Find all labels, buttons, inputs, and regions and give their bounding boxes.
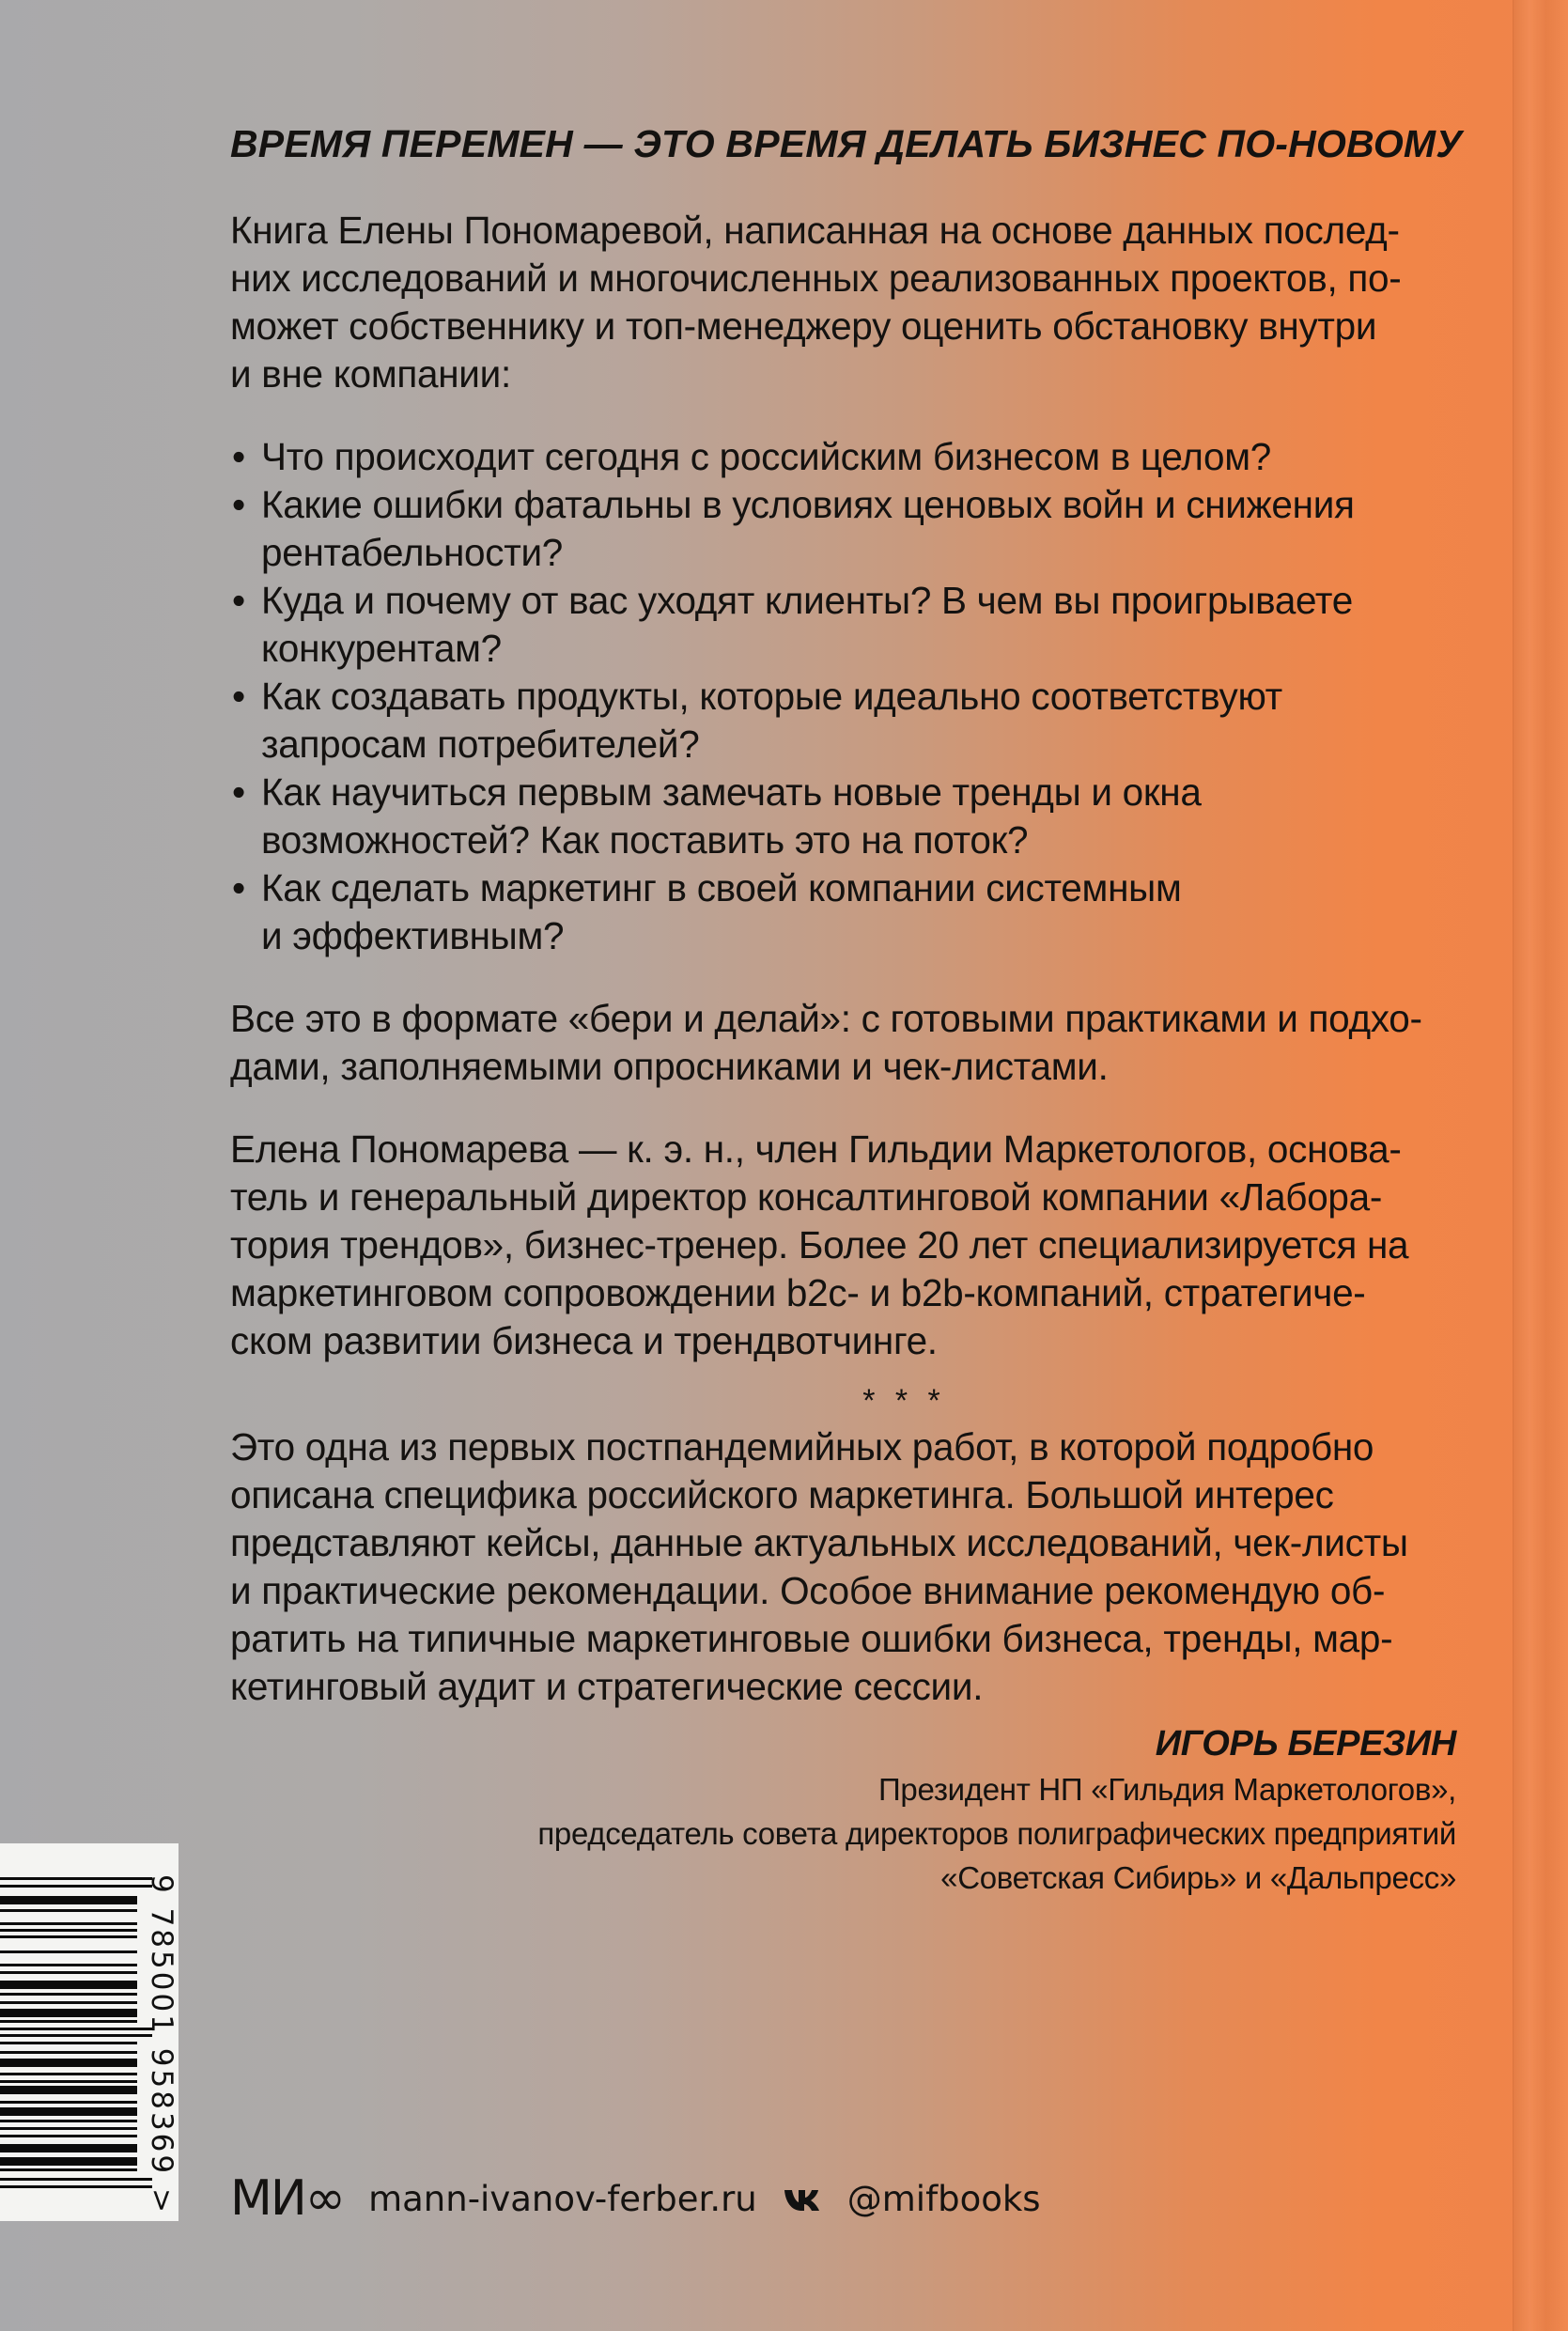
question-line: и эффективным? bbox=[261, 914, 565, 957]
bullet-icon: • bbox=[232, 435, 245, 478]
endorser-title bbox=[230, 1767, 1456, 1900]
bullet-icon: • bbox=[232, 675, 245, 718]
publisher-logo: МИ∞ bbox=[230, 2170, 345, 2227]
intro-paragraph bbox=[230, 207, 1456, 398]
endorser-title-line: председатель совета директоров полиграфических предприятий bbox=[537, 1816, 1456, 1851]
publisher-website: mann-ivanov-ferber.ru bbox=[368, 2178, 757, 2219]
format-paragraph bbox=[230, 995, 1456, 1091]
question-item bbox=[230, 673, 1456, 769]
question-item bbox=[230, 577, 1456, 673]
bio-line: Елена Пономарева — к. э. н., член Гильдии Маркетологов, основа- bbox=[230, 1127, 1402, 1171]
intro-line: Книга Елены Пономаревой, написанная на основе данных послед- bbox=[230, 209, 1400, 252]
format-line: дами, заполняемыми опросниками и чек-листами. bbox=[230, 1045, 1109, 1088]
social-handle: @mifbooks bbox=[846, 2178, 1041, 2219]
bullet-icon: • bbox=[232, 866, 245, 909]
intro-line: может собственнику и топ-менеджеру оценить обстановку внутри bbox=[230, 304, 1377, 348]
question-line: Какие ошибки фатальны в условиях ценовых войн и снижения bbox=[261, 483, 1355, 526]
question-line: возможностей? Как поставить это на поток? bbox=[261, 818, 1029, 862]
bullet-icon: • bbox=[232, 579, 245, 622]
vk-icon bbox=[784, 2184, 821, 2213]
endorsement-line: представляют кейсы, данные актуальных исследований, чек-листы bbox=[230, 1521, 1408, 1564]
question-line: Как сделать маркетинг в своей компании системным bbox=[261, 866, 1182, 909]
endorsement-line: описана специфика российского маркетинга. Большой интерес bbox=[230, 1473, 1334, 1516]
section-separator: * * * bbox=[862, 1383, 946, 1419]
endorsement-line: ратить на типичные маркетинговые ошибки бизнеса, тренды, мар- bbox=[230, 1617, 1393, 1660]
questions-list bbox=[230, 433, 1456, 960]
barcode-bars-icon bbox=[0, 1877, 152, 2199]
question-line: рентабельности? bbox=[261, 531, 564, 574]
bullet-icon: • bbox=[232, 483, 245, 526]
cover-text-block bbox=[230, 120, 1463, 1900]
endorser-title-line: «Советская Сибирь» и «Дальпресс» bbox=[940, 1860, 1456, 1895]
publisher-footer bbox=[230, 2170, 1041, 2227]
bullet-icon: • bbox=[232, 770, 245, 814]
question-line: Как научиться первым замечать новые тренды и окна bbox=[261, 770, 1202, 814]
headline: ВРЕМЯ ПЕРЕМЕН — ЭТО ВРЕМЯ ДЕЛАТЬ БИЗНЕС ПО-НОВОМУ bbox=[230, 122, 1463, 165]
question-line: Как создавать продукты, которые идеально соответствуют bbox=[261, 675, 1282, 718]
bio-line: тория трендов», бизнес-тренер. Более 20 лет специализируется на bbox=[230, 1223, 1409, 1267]
question-item bbox=[230, 769, 1456, 864]
endorser-name: ИГОРЬ БЕРЕЗИН bbox=[1155, 1724, 1456, 1764]
endorsement-line: и практические рекомендации. Особое внимание рекомендую об- bbox=[230, 1569, 1386, 1612]
endorsement-line: кетинговый аудит и стратегические сессии. bbox=[230, 1665, 984, 1708]
endorser-title-line: Президент НП «Гильдия Маркетологов», bbox=[878, 1772, 1456, 1807]
question-line: Что происходит сегодня с российским бизнесом в целом? bbox=[261, 435, 1272, 478]
spine-edge bbox=[1513, 0, 1568, 2331]
question-item bbox=[230, 864, 1456, 960]
question-item bbox=[230, 481, 1456, 577]
author-bio-paragraph bbox=[230, 1126, 1456, 1365]
intro-line: них исследований и многочисленных реализованных проектов, по- bbox=[230, 256, 1402, 300]
intro-line: и вне компании: bbox=[230, 352, 511, 396]
isbn-number: 9 785001 958369 > bbox=[145, 1874, 179, 2215]
format-line: Все это в формате «бери и делай»: с готовыми практиками и подхо- bbox=[230, 997, 1422, 1040]
question-line: Куда и почему от вас уходят клиенты? В чем вы проигрываете bbox=[261, 579, 1353, 622]
endorsement-paragraph bbox=[230, 1423, 1456, 1711]
endorsement-line: Это одна из первых постпандемийных работ, в которой подробно bbox=[230, 1425, 1374, 1469]
question-line: запросам потребителей? bbox=[261, 723, 700, 766]
bio-line: тель и генеральный директор консалтинговой компании «Лабора- bbox=[230, 1175, 1383, 1219]
isbn-barcode bbox=[0, 1843, 179, 2221]
question-line: конкурентам? bbox=[261, 627, 502, 670]
bio-line: маркетинговом сопровождении b2c- и b2b-компаний, стратегиче- bbox=[230, 1271, 1366, 1314]
question-item bbox=[230, 433, 1456, 481]
bio-line: ском развитии бизнеса и трендвотчинге. bbox=[230, 1319, 938, 1362]
